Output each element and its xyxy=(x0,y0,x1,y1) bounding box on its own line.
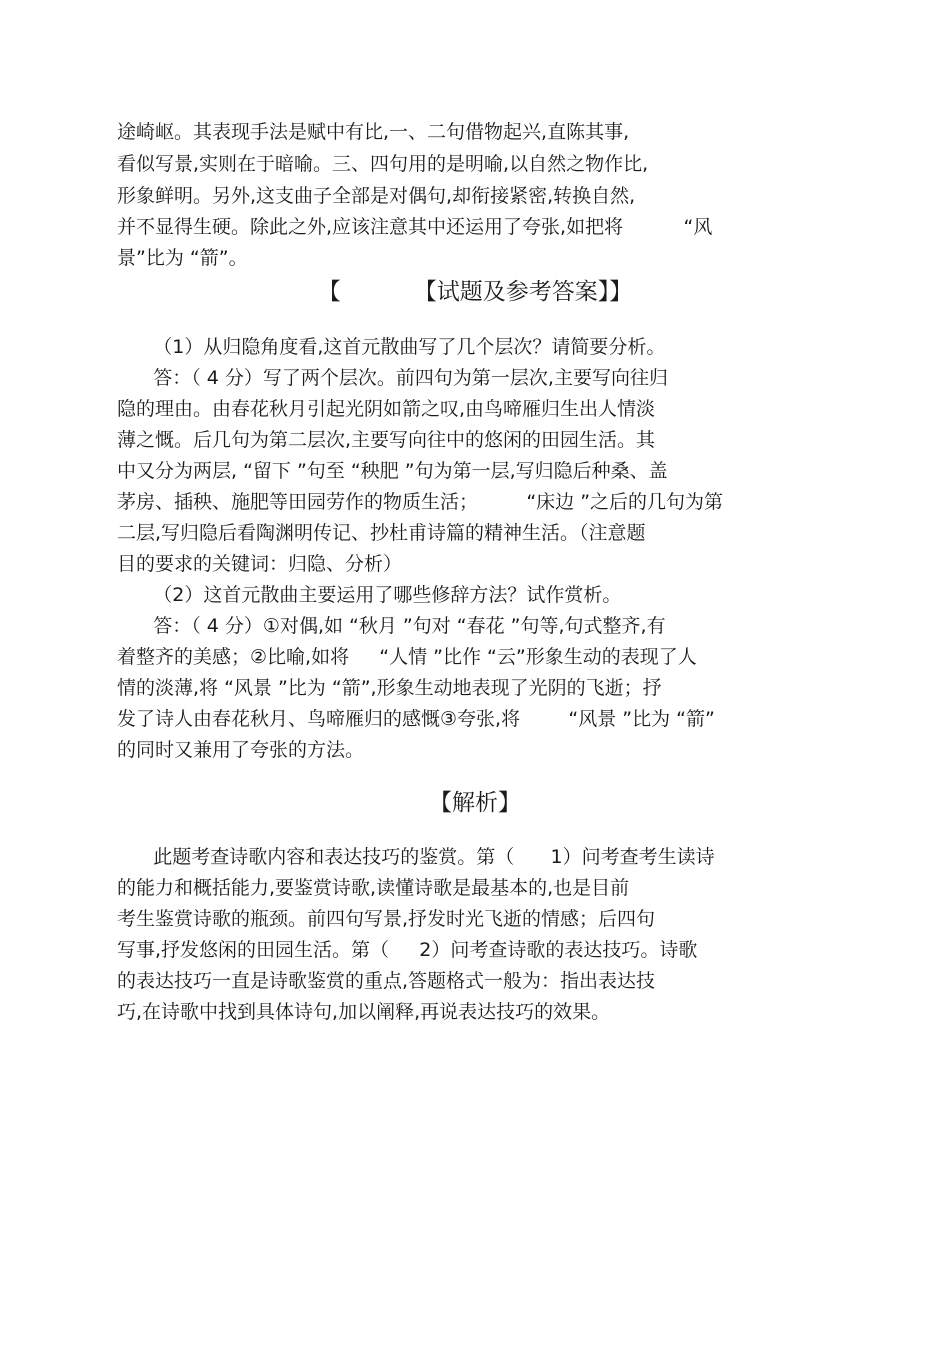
text-line: 巧,在诗歌中找到具体诗句,加以阐释,再说表达技巧的效果。 xyxy=(117,1001,611,1023)
section-heading-analysis: 【解析】 xyxy=(429,790,521,816)
text-line: 的能力和概括能力,要鉴赏诗歌,读懂诗歌是最基本的,也是目前 xyxy=(117,877,630,899)
text-line: 形象鲜明。另外,这支曲子全部是对偶句,却衔接紧密,转换自然, xyxy=(117,185,636,207)
text-line: 写事,抒发悠闲的田园生活。第（ 2）问考查诗歌的表达技巧。诗歌 xyxy=(117,939,698,961)
text-line: 情的淡薄,将 “风景 ”比为 “箭”,形象生动地表现了光阴的飞逝；抒 xyxy=(117,677,662,699)
text-line: 茅房、插秧、施肥等田园劳作的物质生活； “床边 ”之后的几句为第 xyxy=(117,491,724,513)
text-line: 此题考查诗歌内容和表达技巧的鉴赏。第（ 1）问考查考生读诗 xyxy=(117,846,715,868)
text-line: 答：（ 4 分）写了两个层次。前四句为第一层次,主要写向往归 xyxy=(117,367,668,389)
text-line: 景”比为 “箭”。 xyxy=(117,247,248,269)
text-line: 看似写景,实则在于暗喻。三、四句用的是明喻,以自然之物作比, xyxy=(117,153,649,175)
text-line: 的同时又兼用了夸张的方法。 xyxy=(117,739,365,761)
text-line: 中又分为两层, “留下 ”句至 “秧肥 ”句为第一层,写归隐后种桑、盖 xyxy=(117,460,668,482)
text-line: 发了诗人由春花秋月、鸟啼雁归的感慨③夸张,将 “风景 ”比为 “箭” xyxy=(117,708,715,730)
text-line: 答：（ 4 分）①对偶,如 “秋月 ”句对 “春花 ”句等,句式整齐,有 xyxy=(117,615,666,637)
section-heading-answers: 【 【试题及参考答案】】 xyxy=(317,279,633,305)
text-line: 考生鉴赏诗歌的瓶颈。前四句写景,抒发时光飞逝的情感；后四句 xyxy=(117,908,656,930)
text-line: 隐的理由。由春花秋月引起光阴如箭之叹,由鸟啼雁归生出人情淡 xyxy=(117,398,656,420)
text-line: 薄之慨。后几句为第二层次,主要写向往中的悠闲的田园生活。其 xyxy=(117,429,656,451)
text-line: 并不显得生硬。除此之外,应该注意其中还运用了夸张,如把将 “风 xyxy=(117,216,713,238)
text-line: 二层,写归隐后看陶渊明传记、抄杜甫诗篇的精神生活。（注意题 xyxy=(117,522,646,544)
text-line: （1）从归隐角度看,这首元散曲写了几个层次？请简要分析。 xyxy=(117,336,666,358)
text-line: 着整齐的美感；②比喻,如将 “人情 ”比作 “云”形象生动的表现了人 xyxy=(117,646,697,668)
text-line: 的表达技巧一直是诗歌鉴赏的重点,答题格式一般为：指出表达技 xyxy=(117,970,656,992)
text-line: 途崎岖。其表现手法是赋中有比,一、二句借物起兴,直陈其事, xyxy=(117,121,630,143)
text-line: （2）这首元散曲主要运用了哪些修辞方法？试作赏析。 xyxy=(117,584,622,606)
text-line: 目的要求的关键词：归隐、分析） xyxy=(117,553,403,575)
